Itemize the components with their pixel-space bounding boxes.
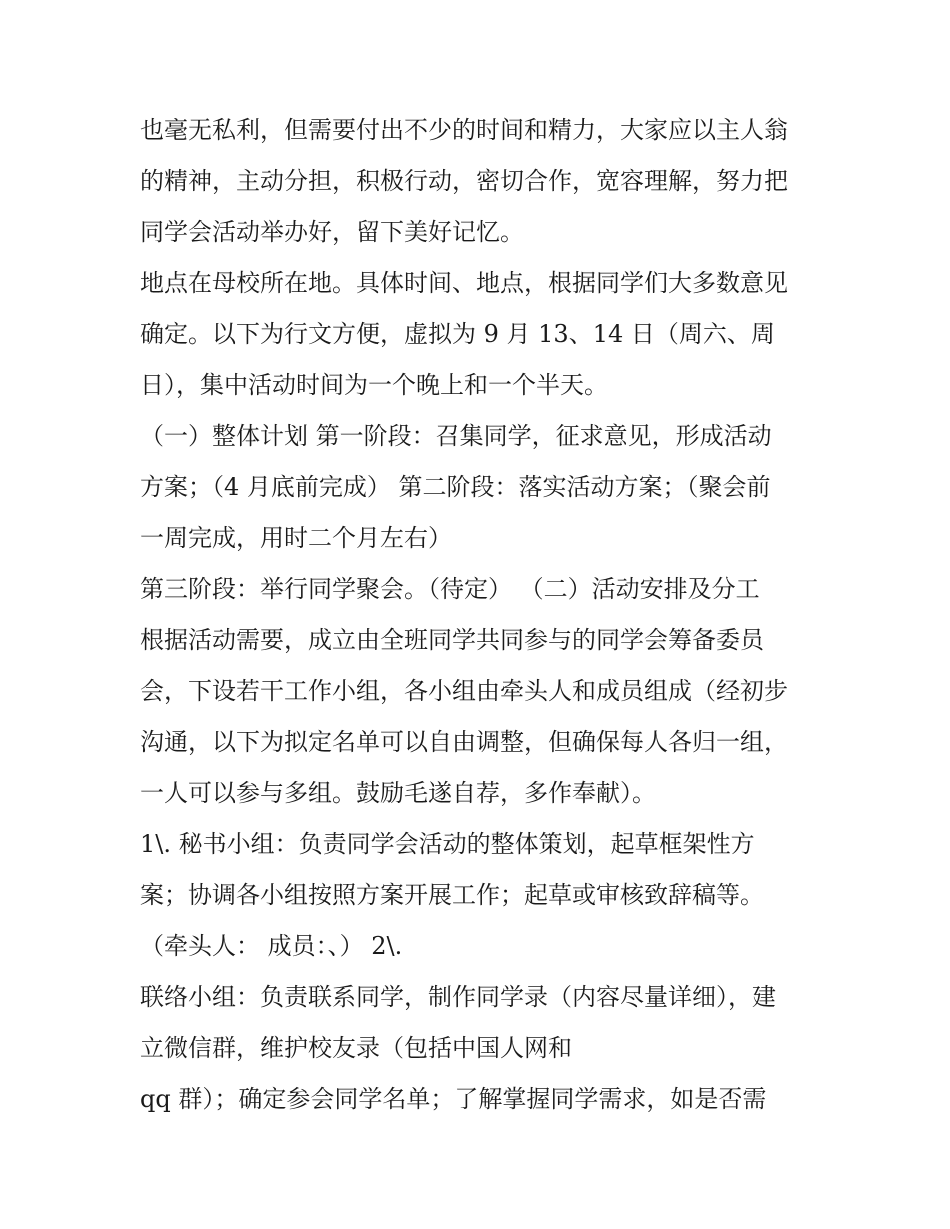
text-line: 会，下设若干工作小组，各小组由牵头人和成员组成（经初步: [140, 677, 788, 705]
text-line: （一）整体计划 第一阶段：召集同学，征求意见，形成活动: [140, 422, 772, 450]
text-line: 第三阶段：举行同学聚会。（待定） （二）活动安排及分工: [140, 575, 760, 603]
text-line: 日），集中活动时间为一个晚上和一个半天。: [140, 371, 608, 399]
text-line: 同学会活动举办好，留下美好记忆。: [140, 218, 524, 246]
text-line: （牵头人： 成员：、） 2\.: [140, 932, 403, 960]
text-line: 根据活动需要，成立由全班同学共同参与的同学会筹备委员: [140, 626, 764, 654]
text-line: 一人可以参与多组。鼓励毛遂自荐，多作奉献）。: [140, 779, 656, 807]
text-line: 的精神，主动分担，积极行动，密切合作，宽容理解，努力把: [140, 167, 788, 195]
text-line: 联络小组：负责联系同学，制作同学录（内容尽量详细），建: [140, 983, 776, 1011]
text-line: qq 群）；确定参会同学名单；了解掌握同学需求，如是否需: [140, 1085, 767, 1113]
text-line: 方案；（4 月底前完成） 第二阶段：落实活动方案；（聚会前: [140, 473, 771, 501]
document-body: [140, 105, 830, 1125]
text-line: 沟通，以下为拟定名单可以自由调整，但确保每人各归一组，: [140, 728, 788, 756]
text-line: 1\. 秘书小组：负责同学会活动的整体策划，起草框架性方: [140, 830, 755, 858]
text-line: 一周完成，用时二个月左右）: [140, 524, 452, 552]
text-line: 立微信群，维护校友录（包括中国人网和: [140, 1034, 572, 1062]
text-line: 确定。以下为行文方便，虚拟为 9 月 13、14 日（周六、周: [140, 320, 775, 348]
text-line: 案；协调各小组按照方案开展工作；起草或审核致辞稿等。: [140, 881, 764, 909]
text-line: 地点在母校所在地。具体时间、地点，根据同学们大多数意见: [140, 269, 788, 297]
text-line: 也毫无私利，但需要付出不少的时间和精力，大家应以主人翁: [140, 116, 788, 144]
